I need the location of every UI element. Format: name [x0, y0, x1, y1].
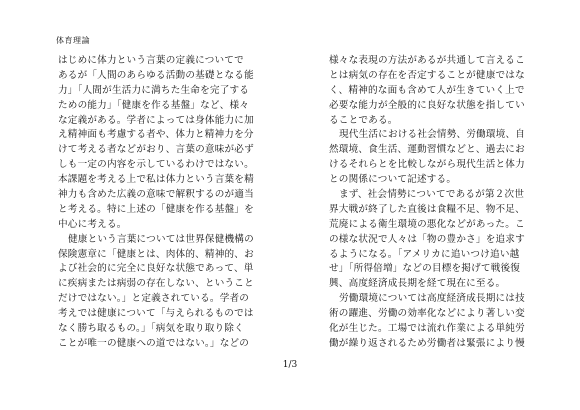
text-line: けて考える者などがおり、言葉の意味が必ず: [58, 144, 254, 156]
text-line: まず、社会情勢についてであるが第２次世: [339, 189, 525, 201]
text-line: るようになる。「アメリカに追いつけ追い越: [329, 248, 520, 260]
text-line: 働が繰り返されるため労働者は緊張により慢: [329, 337, 525, 349]
text-line: 荒廃による衛生環境の悪化などがあった。こ: [329, 218, 525, 230]
text-line: せ」「所得倍増」などの目標を掲げて戦後復: [329, 263, 521, 275]
text-line: 健康という言葉については世界保健機構の: [68, 233, 254, 245]
text-line: 中心に考える。: [58, 218, 127, 230]
text-line: の様な状況で人々は「物の豊かさ」を追求す: [329, 233, 525, 245]
text-line: 本課題を考える上で私は体力という言葉を精: [58, 174, 254, 186]
text-line: く、精神的な面も含めて人が生きていく上で: [329, 84, 525, 96]
text-line: 化が生じた。工場では流れ作業による単純労: [329, 323, 525, 335]
text-column-right: [329, 54, 541, 352]
text-line: 現代生活における社会情勢、労働環境、自: [339, 129, 526, 141]
text-line: なく勝ち取るもの。」「病気を取り取り除く: [58, 323, 244, 335]
text-line: ることである。: [329, 114, 398, 126]
text-line: 様々な表現の方法があるが共通して言えるこ: [329, 55, 525, 66]
text-line: 界大戦が終了した直後は食糧不足、物不足、: [329, 203, 525, 215]
text-line: ことが唯一の健康への道ではない。」などの: [58, 337, 250, 349]
text-line: だけではない。」と定義されている。学者の: [58, 293, 250, 305]
document-title: 体育理論: [56, 36, 90, 45]
text-line: 考えでは健康について「与えられるものでは: [58, 308, 254, 320]
text-column-left: [58, 54, 270, 352]
text-line: ための能力」「健康を作る基盤」など、様々: [58, 99, 250, 111]
text-line: 労働環境については高度経済成長期には技: [339, 293, 525, 305]
text-line: あるが「人間のあらゆる活動の基礎となる能: [58, 69, 254, 81]
text-line: 力」「人間が生活力に満ちた生命を完了する: [58, 84, 250, 96]
text-line: 然環境、食生活、運動習慣などと、過去にお: [329, 144, 525, 156]
text-line: え精神面も考慮する者や、体力と精神力を分: [58, 129, 254, 141]
page-number: 1/3: [282, 360, 298, 370]
text-line: と考える。特に上述の「健康を作る基盤」を: [58, 203, 254, 215]
text-line: との関係について記述する。: [329, 174, 457, 186]
text-line: けるそれらとを比較しながら現代生活と体力: [329, 159, 525, 171]
text-line: 神力も含めた広義の意味で解釈するのが適当: [58, 189, 254, 201]
text-line: 術の躍進、労働の効率化などにより著しい変: [329, 308, 525, 320]
text-line: しも一定の内容を示しているわけではない。: [58, 159, 254, 171]
text-line: に疾病または病弱の存在しない、ということ: [58, 278, 254, 290]
text-line: 必要な能力が全般的に良好な状態を指してい: [329, 99, 525, 111]
text-line: 興、高度経済成長期を経て現在に至る。: [329, 278, 506, 290]
text-line: とは病気の存在を否定することが健康ではな: [329, 69, 525, 81]
text-line: よび社会的に完全に良好な状態であって、単: [58, 263, 254, 275]
text-line: 保険憲章に「健康とは、肉体的、精神的、お: [58, 248, 254, 260]
text-line: はじめに体力という言葉の定義についてで: [58, 55, 244, 66]
text-line: な定義がある。学者によっては身体能力に加: [58, 114, 254, 126]
